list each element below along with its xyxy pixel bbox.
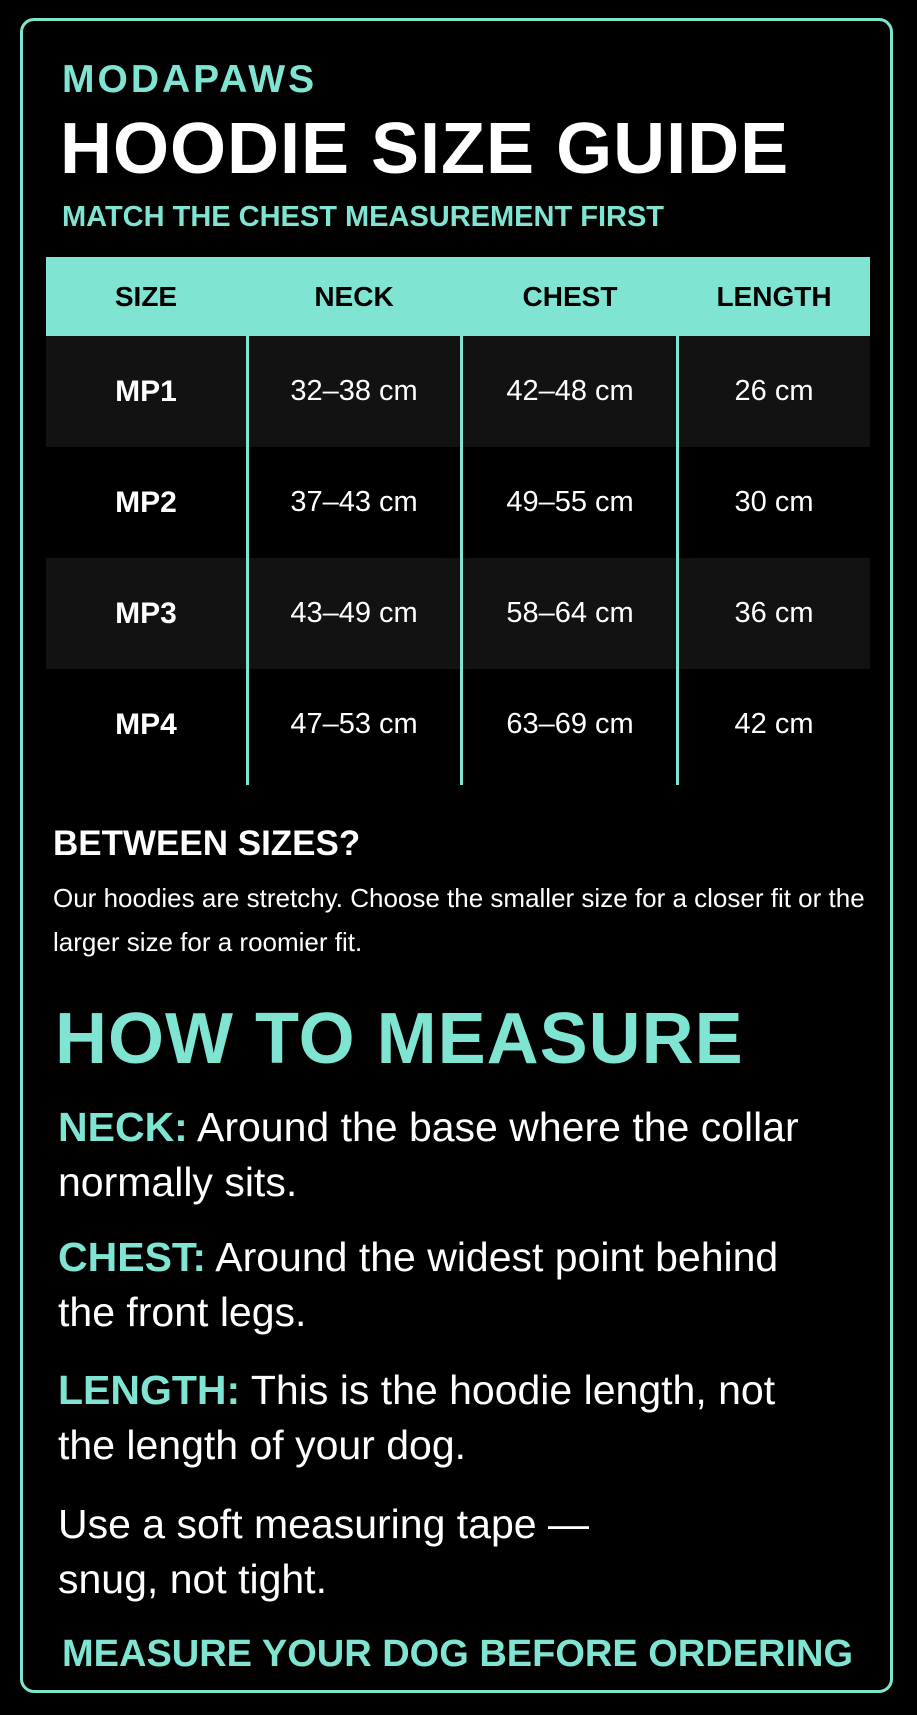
table-row bbox=[46, 558, 870, 669]
between-sizes-text: Our hoodies are stretchy. Choose the smaller size for a closer fit or the larger size for a roomier fit. bbox=[53, 883, 865, 957]
header-length: LENGTH bbox=[716, 280, 832, 312]
cell-neck: 32–38 cm bbox=[290, 375, 418, 407]
cell-chest: 63–69 cm bbox=[506, 708, 634, 740]
header-size: SIZE bbox=[114, 280, 178, 312]
cell-chest: 58–64 cm bbox=[506, 597, 634, 629]
cell-length: 42 cm bbox=[734, 708, 814, 740]
cell-chest: 49–55 cm bbox=[506, 486, 634, 518]
measure-length-text: This is the hoodie length, not the length of your dog. bbox=[58, 1367, 776, 1468]
page-title: HOODIE SIZE GUIDE bbox=[60, 109, 790, 189]
cell-size: MP1 bbox=[115, 374, 177, 408]
header-neck: NECK bbox=[314, 280, 394, 312]
cell-size: MP2 bbox=[115, 485, 177, 519]
table-row bbox=[46, 447, 870, 558]
brand-name: MODAPAWS bbox=[62, 58, 318, 101]
between-sizes-heading: BETWEEN SIZES? bbox=[53, 824, 361, 863]
cell-chest: 42–48 cm bbox=[506, 375, 634, 407]
cell-length: 30 cm bbox=[734, 486, 814, 518]
cell-size: MP3 bbox=[115, 596, 177, 630]
header-chest: CHEST bbox=[522, 280, 618, 312]
cell-size: MP4 bbox=[115, 707, 177, 741]
column-divider bbox=[460, 336, 463, 785]
measure-chest bbox=[58, 1230, 838, 1340]
column-divider bbox=[676, 336, 679, 785]
cell-neck: 37–43 cm bbox=[290, 486, 418, 518]
measure-tip: Use a soft measuring tape — snug, not tight. bbox=[58, 1501, 589, 1602]
cell-length: 26 cm bbox=[734, 375, 814, 407]
measure-neck-text: Around the base where the collar normally sits. bbox=[58, 1104, 799, 1205]
footer-callout: MEASURE YOUR DOG BEFORE ORDERING bbox=[62, 1633, 854, 1675]
measure-chest-text: Around the widest point behind the front legs. bbox=[58, 1234, 779, 1335]
measure-neck bbox=[58, 1100, 838, 1210]
how-to-measure-heading: HOW TO MEASURE bbox=[55, 999, 744, 1079]
measure-chest-label: CHEST: bbox=[58, 1234, 207, 1280]
cell-length: 36 cm bbox=[734, 597, 814, 629]
size-table bbox=[46, 257, 870, 780]
column-divider bbox=[246, 336, 249, 785]
cell-neck: 43–49 cm bbox=[290, 597, 418, 629]
measure-length-label: LENGTH: bbox=[58, 1367, 241, 1413]
table-header bbox=[46, 257, 870, 336]
cell-neck: 47–53 cm bbox=[290, 708, 418, 740]
measure-length bbox=[58, 1363, 838, 1473]
table-row bbox=[46, 336, 870, 447]
page-subtitle: MATCH THE CHEST MEASUREMENT FIRST bbox=[62, 201, 665, 233]
table-row bbox=[46, 669, 870, 780]
measure-neck-label: NECK: bbox=[58, 1104, 188, 1150]
